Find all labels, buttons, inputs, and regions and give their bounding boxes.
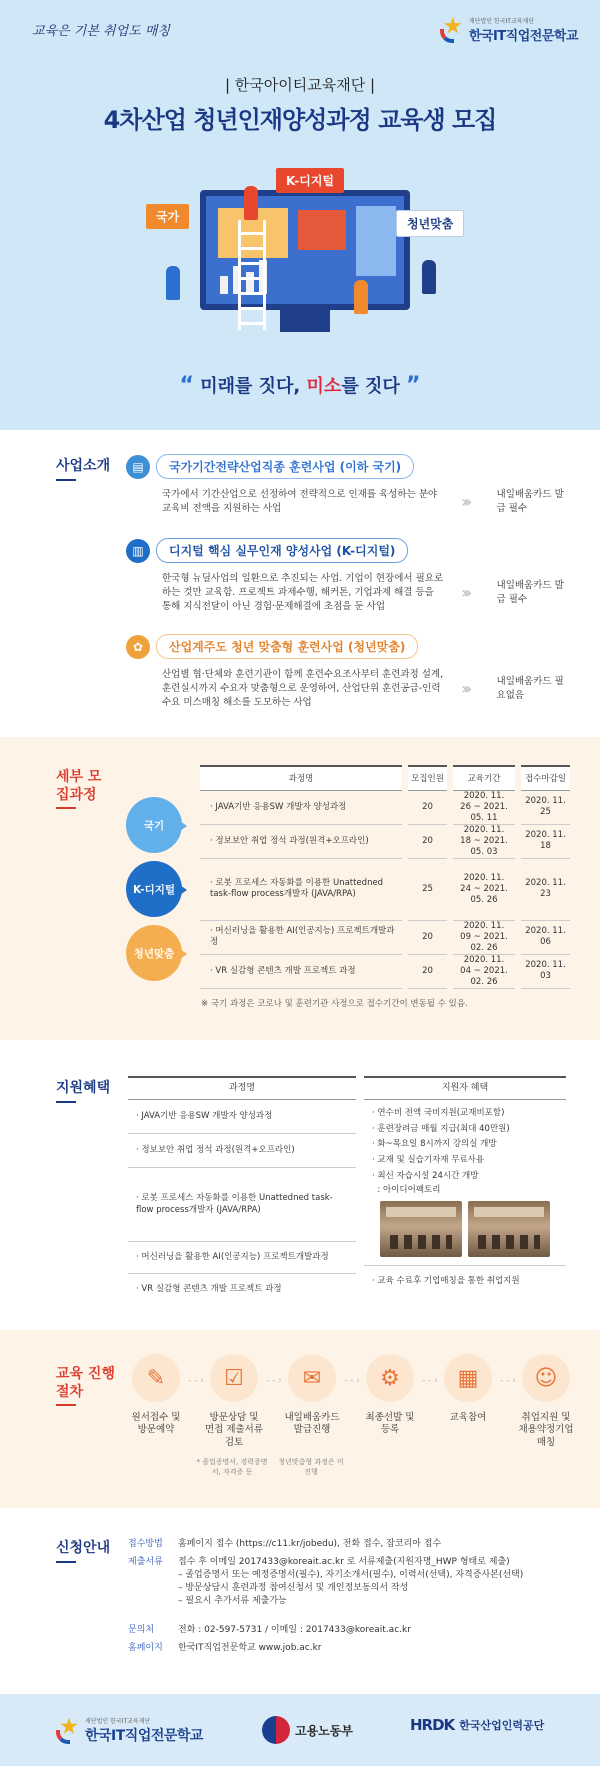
- info-value: 홈페이지 접수 (https://c11.kr/jobedu), 전화 접수, 잡코리아 접수: [178, 1539, 442, 1549]
- double-chevron-icon: ›››: [461, 492, 469, 512]
- hero-slogan: “ 미래를 짓다, 미소를 짓다 ”: [179, 373, 421, 398]
- program-item: [126, 634, 566, 709]
- classroom-photo: [380, 1201, 462, 1257]
- list-item: · 연수비 전액 국비지원(교재비포함): [372, 1108, 505, 1118]
- process-footnote: * 졸업증명서, 경력증명서, 자격증 등: [196, 1458, 268, 1476]
- person-illustration: [422, 260, 436, 294]
- table-row: · 로봇 프로세스 자동화를 이용한 Unattedned task-flow process개발자 (JAVA/RPA) 25 2020. 11. 24 ~ 2021. 05. 26 2020. 11. 23: [200, 858, 570, 920]
- list-item: · 화~목요일 8시까지 강의실 개방: [372, 1139, 497, 1150]
- process-section: [0, 1330, 600, 1508]
- info-key: 문의처: [128, 1625, 155, 1635]
- section-title: 신청안내: [56, 1540, 110, 1563]
- program-title: 디지털 핵심 실무인재 양성사업 (K-디지털): [156, 538, 408, 563]
- pen-icon: ✎: [132, 1354, 180, 1402]
- table-header: 교육기간: [450, 766, 518, 790]
- process-step: ☺ 취업지원 및 채용약정기업 매칭: [516, 1354, 576, 1449]
- table-header: 모집인원: [405, 766, 450, 790]
- logo-name: 한국IT직업전문학교: [85, 1728, 203, 1744]
- info-row: [128, 1556, 578, 1608]
- info-value: 접수 후 이메일 2017433@koreait.ac.kr 로 서류제출(지원자명_HWP 형태로 제출) – 졸업증명서 또는 예정증명서(필수), 자기소개서(필수), 이력서(선택), 자격증사본(선택) – 방문상담시 훈련과정 참여신청서 및 개인정보동의서 작성 – 필요시 추가서류 제출가능: [178, 1557, 524, 1607]
- footer: [0, 1694, 600, 1766]
- hero-title: 4차산업 청년인재양성과정 교육생 모집: [103, 106, 497, 134]
- person-illustration: [354, 280, 368, 314]
- category-badge-kdigital: K-디지털: [126, 861, 182, 917]
- network-icon: ✿: [126, 635, 150, 659]
- lecture-icon: ☺: [522, 1354, 570, 1402]
- program-requirement: 내일배움카드 필요없음: [496, 675, 564, 701]
- info-key: 홈페이지: [128, 1643, 163, 1653]
- info-row: [128, 1538, 578, 1551]
- logo-subtitle: 재단법인 한국IT교육재단: [468, 18, 535, 25]
- book-icon: ▤: [126, 455, 150, 479]
- recruitment-note: ※ 국기 과정은 코로나 및 훈련기관 사정으로 접수기간이 변동될 수 있음.: [201, 999, 468, 1009]
- list-item: : 아이디어팩토리: [372, 1184, 441, 1195]
- info-row: [128, 1624, 578, 1637]
- arrow-right-icon: - - ›: [422, 1376, 438, 1386]
- category-badge-nation: 국기: [126, 797, 182, 853]
- program-description: 한국형 뉴딜사업의 일환으로 추진되는 사업. 기업이 현장에서 필요로 하는 것만 교육함. 프로젝트 과제수행, 해커톤, 기업과제 해결 등을 통해 지식전달이 아닌 경험·문제해결에 초점을 둔 사업: [162, 573, 444, 612]
- process-step: ✎ 원서접수 및 방문예약: [126, 1354, 186, 1437]
- program-title: 국가기간전략산업직종 훈련사업 (이하 국기): [156, 454, 414, 479]
- program-requirement: 내일배움카드 발급 필수: [496, 579, 564, 605]
- recruitment-table: [200, 765, 570, 989]
- ladder-illustration: [238, 220, 266, 330]
- facility-photos: [364, 1195, 566, 1257]
- application-guide-section: [0, 1508, 600, 1694]
- school-logo[interactable]: [440, 16, 578, 44]
- logo-name: 한국IT직업전문학교: [468, 29, 578, 44]
- arrow-right-icon: - - ›: [266, 1376, 282, 1386]
- school-footer-logo[interactable]: [56, 1716, 203, 1745]
- arrow-right-icon: - - ›: [500, 1376, 516, 1386]
- ministry-of-labor-logo[interactable]: 고용노동부: [262, 1716, 353, 1744]
- gear-icon: ⚙: [366, 1354, 414, 1402]
- table-header: 과정명: [200, 766, 405, 790]
- clipboard-icon: ▥: [126, 539, 150, 563]
- table-header: 접수마감일: [518, 766, 570, 790]
- double-chevron-icon: ›››: [461, 679, 469, 699]
- taegeuk-icon: [262, 1716, 290, 1744]
- star-logo-icon: [56, 1718, 80, 1744]
- hrdk-logo[interactable]: HRDK 한국산업인력공단: [410, 1716, 545, 1734]
- program-item: [126, 538, 566, 613]
- program-description: 산업별 협·단체와 훈련기관이 함께 훈련수요조사부터 훈련과정 설계, 훈련실시까지 수요자 맞춤형으로 운영하여, 산업단위 훈련공급-인력수요 미스매칭 해소를 도모하는 사업: [162, 669, 444, 708]
- hero-banner: [0, 0, 600, 430]
- table-row: · JAVA기반 응용SW 개발자 양성과정 20 2020. 11. 26 ~ 2021. 05. 11 2020. 11. 25: [200, 790, 570, 824]
- star-logo-icon: [440, 17, 464, 43]
- list-item: · 정보보안 취업 정석 과정(원격+오프라인): [128, 1134, 356, 1168]
- list-item: · 훈련장려금 매월 지급(최대 40만원): [372, 1123, 510, 1134]
- list-item: · 교재 및 실습기자재 무료사용: [372, 1155, 485, 1166]
- person-illustration: [244, 186, 258, 220]
- chat-icon: ✉: [288, 1354, 336, 1402]
- person-illustration: [166, 266, 180, 300]
- process-step: ⚙ 최종선발 및 등록: [360, 1354, 420, 1437]
- column-header: 과정명: [128, 1076, 356, 1100]
- process-step: ✉ 내일배움카드 발급진행: [282, 1354, 342, 1437]
- youth-tag: 청년맞춤: [396, 210, 464, 237]
- business-intro-section: [0, 430, 600, 737]
- dashboard-screen-illustration: [200, 190, 410, 310]
- hero-tagline: 교육은 기본 취업도 매칭: [32, 24, 170, 39]
- nation-tag: 국가: [146, 204, 189, 229]
- program-requirement: 내일배움카드 발급 필수: [496, 489, 564, 514]
- program-title: 산업계주도 청년 맞춤형 훈련사업 (청년맞춤): [156, 634, 418, 659]
- homepage-link[interactable]: 한국IT직업전문학교 www.job.ac.kr: [178, 1643, 322, 1653]
- double-chevron-icon: ›››: [461, 583, 469, 603]
- list-item: · VR 실감형 콘텐츠 개발 프로젝트 과정: [136, 1284, 282, 1295]
- program-item: [126, 454, 566, 516]
- list-item: · 로봇 프로세스 자동화를 이용한 Unattedned task-flow process개발자 (JAVA/RPA): [128, 1168, 356, 1242]
- perk-list: [364, 1100, 566, 1195]
- program-description: 국가에서 기간산업으로 선정하여 전략적으로 인재를 육성하는 분야 교육비 전액을 지원하는 사업: [162, 489, 438, 514]
- logo-subtitle: 재단법인 한국IT교육재단: [85, 1718, 151, 1725]
- list-item: · 교육 수료후 기업매칭을 통한 취업지원: [364, 1265, 566, 1286]
- list-item: · JAVA기반 응용SW 개발자 양성과정: [128, 1100, 356, 1134]
- study-room-photo: [468, 1201, 550, 1257]
- table-row: · 정보보안 취업 정석 과정(원격+오프라인) 20 2020. 11. 18 ~ 2021. 05. 03 2020. 11. 18: [200, 824, 570, 858]
- hero-illustration: [140, 168, 460, 338]
- info-key: 접수방법: [128, 1539, 163, 1549]
- process-step: ☑ 방문상담 및 면접 제출서류 검토: [204, 1354, 264, 1449]
- section-title: 사업소개: [56, 458, 110, 481]
- benefit-perk-column: [364, 1076, 566, 1286]
- section-title: 교육 진행절차: [56, 1366, 116, 1406]
- kdigital-tag: K-디지털: [276, 168, 344, 193]
- list-item: · 최신 자습시설 24시간 개방: [372, 1170, 479, 1181]
- info-value: 전화 : 02-597-5731 / 이메일 : 2017433@koreait.ac.kr: [178, 1625, 411, 1635]
- category-badge-youth: 청년맞춤: [126, 925, 182, 981]
- table-row: · 머신러닝을 활용한 AI(인공지능) 프로젝트개발과정 20 2020. 11. 09 ~ 2021. 02. 26 2020. 11. 06: [200, 920, 570, 954]
- arrow-right-icon: - - ›: [188, 1376, 204, 1386]
- calendar-icon: ▦: [444, 1354, 492, 1402]
- process-step: ▦ 교육참여: [438, 1354, 498, 1424]
- hrdk-mark: HRDK: [410, 1716, 455, 1734]
- section-title: 지원혜택: [56, 1080, 110, 1103]
- info-row: [128, 1642, 578, 1655]
- info-key: 제출서류: [128, 1557, 163, 1567]
- arrow-right-icon: - - ›: [344, 1376, 360, 1386]
- section-title: 세부 모집과정: [56, 769, 112, 809]
- column-header: 지원자 혜택: [364, 1076, 566, 1100]
- hero-subtitle: | 한국아이티교육재단 |: [224, 76, 376, 94]
- benefit-section: [0, 1040, 600, 1330]
- process-footnote: 청년맞춤형 과정은 미진행: [278, 1458, 344, 1476]
- checklist-icon: ☑: [210, 1354, 258, 1402]
- recruitment-section: [0, 737, 600, 1040]
- list-item: · 머신러닝을 활용한 AI(인공지능) 프로젝트개발과정: [128, 1242, 356, 1274]
- table-row: · VR 실감형 콘텐츠 개발 프로젝트 과정 20 2020. 11. 04 ~ 2021. 02. 26 2020. 11. 03: [200, 954, 570, 988]
- benefit-course-column: [128, 1076, 356, 1306]
